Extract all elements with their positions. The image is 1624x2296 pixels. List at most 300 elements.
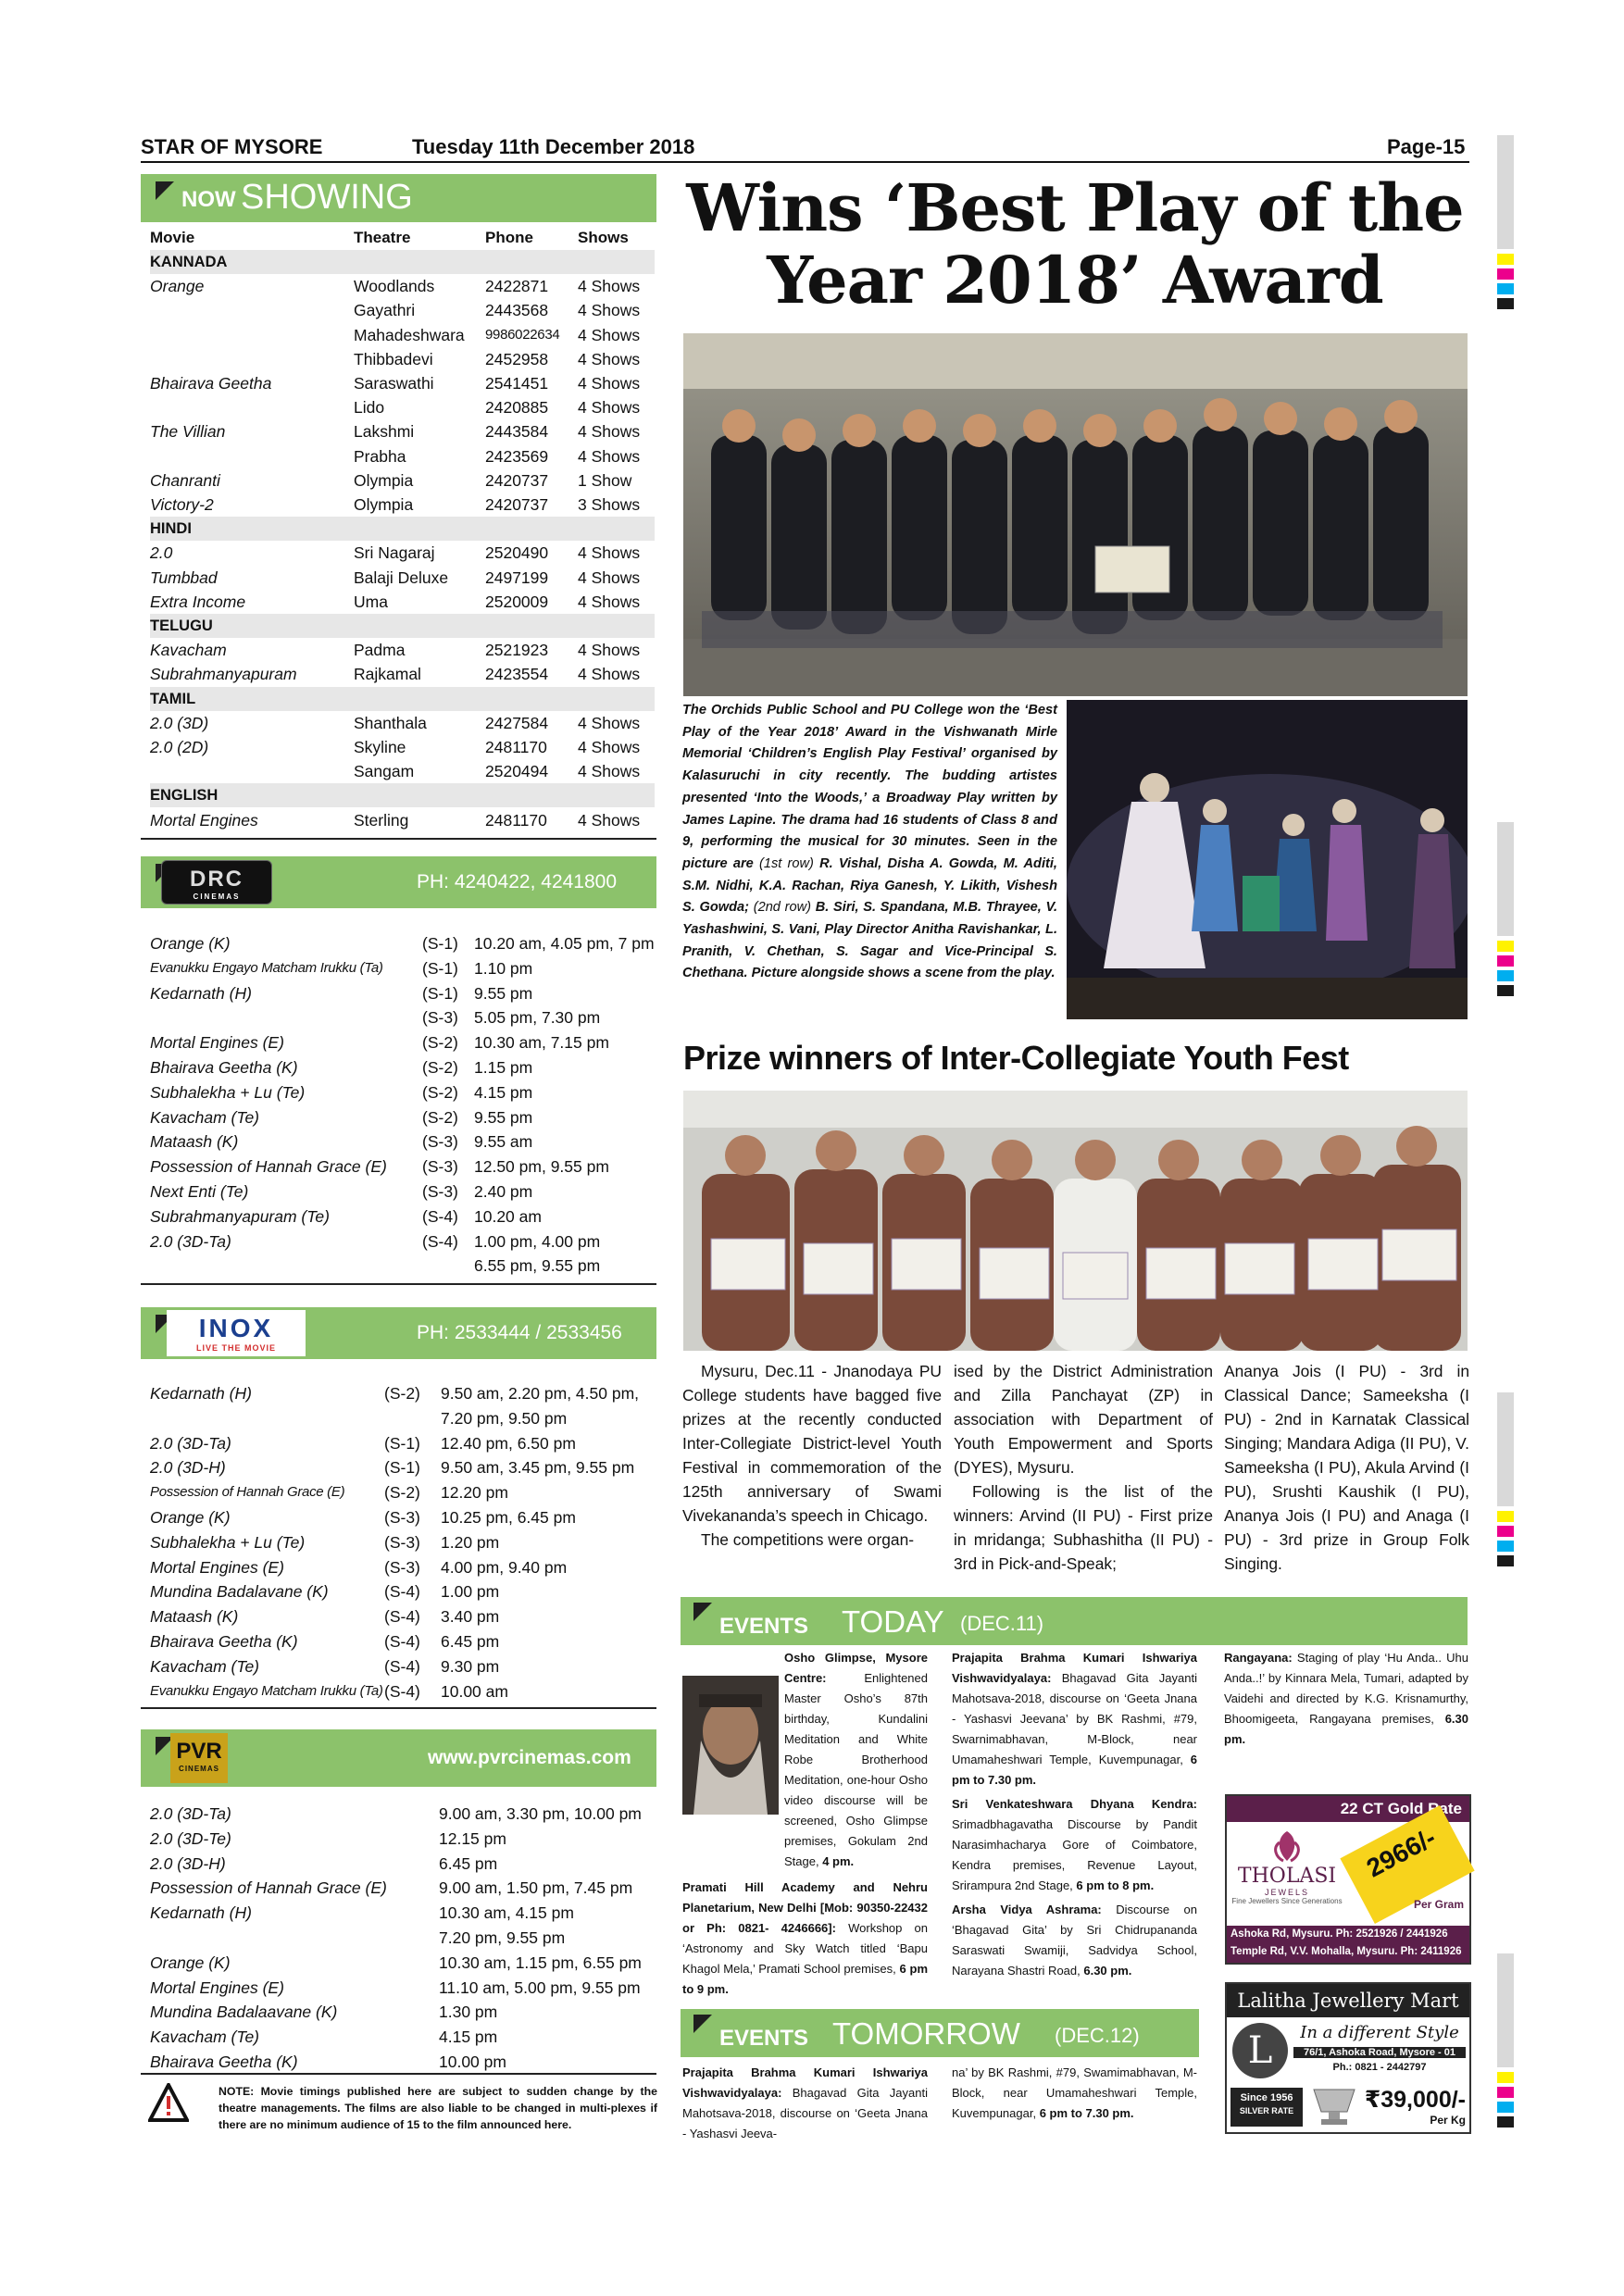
caption-part: B. Siri, S. Spandana, M.B. Thrayee, V. Yashashwini, S. Vani, Play Director Anitha Ravishankar, L. Pranith, V. Chethan, S. Sagar and Vice-Principal S. Chethana. Picture alongside shows a scene from the play. (682, 900, 1058, 981)
cell-times: 9.00 am, 1.50 pm, 7.45 pm (439, 1878, 633, 1898)
cell-movie: 2.0 (3D-H) (150, 1458, 226, 1478)
cell-times: 7.20 pm, 9.50 pm (441, 1408, 568, 1428)
cell-theatre: Sri Nagaraj (354, 543, 435, 563)
cell-screen: (S-4) (384, 1632, 420, 1651)
cell-movie: Kedarnath (H) (150, 1903, 252, 1923)
event-osho-title: Osho Glimpse, Mysore Centre: (784, 1651, 928, 1685)
story2-col1-para1: Mysuru, Dec.11 - Jnanodaya PU College students have bagged five prizes at the recently conducted Inter-Collegiate District-level Youth Festival in commemoration of the 125th anniversary of Swami Vivekananda’s speech in Chicago. (682, 1362, 942, 1525)
cell-shows: 4 Shows (578, 398, 641, 418)
events-today-date: (DEC.11) (960, 1612, 1044, 1635)
showtime-row (150, 1055, 655, 1079)
now-showing-prefix: NOW (181, 187, 236, 212)
cell-times: 1.00 pm, 4.00 pm (474, 1231, 601, 1251)
showtime-row (150, 1604, 655, 1628)
cell-movie: Next Enti (Te) (150, 1182, 249, 1201)
cell-movie: Subhalekha + Lu (Te) (150, 1082, 306, 1102)
story2-col1-para2: The competitions were organ- (701, 1530, 915, 1549)
cell-screen: (S-4) (384, 1582, 420, 1602)
cell-movie: Orange (K) (150, 1953, 231, 1972)
award-group-photo (683, 333, 1468, 696)
cell-screen: (S-3) (422, 1008, 458, 1028)
lalitha-silver-label: SILVER RATE (1239, 2106, 1294, 2115)
event-brahma-title: Prajapita Brahma Kumari Ishwariya Vishwavidyalaya: (952, 1651, 1197, 1685)
cell-times: 1.10 pm (474, 958, 533, 978)
tholasi-address (1227, 1926, 1469, 1963)
events-today-col1 (682, 1648, 928, 2000)
cell-times: 1.15 pm (474, 1058, 533, 1077)
cell-theatre: Woodlands (354, 277, 435, 296)
drc-logo (161, 860, 272, 905)
showtime-row (150, 1530, 655, 1554)
cell-movie: Kavacham (Te) (150, 2028, 260, 2047)
events-tomorrow-header (681, 2009, 1199, 2057)
movie-listing-row (150, 298, 655, 322)
registration-bar (1497, 135, 1514, 249)
cell-movie: 2.0 (3D-Ta) (150, 1231, 231, 1251)
cell-movie: 2.0 (3D-Ta) (150, 1804, 231, 1823)
cell-movie: Kavacham (Te) (150, 1656, 260, 1676)
event-brahma-time: 6 pm to 7.30 pm. (952, 1753, 1197, 1787)
lalitha-tagline: In a different Style (1300, 2023, 1459, 2042)
showtime-row (150, 2025, 655, 2049)
timings-note: NOTE: Movie timings published here are subject to sudden change by the theatre managements. The films are also liable to be changed in multi-plexes if there are no minimum audience of 15 to the film announced here. (219, 2085, 657, 2131)
cell-times: 10.00 pm (439, 2053, 506, 2071)
cell-times: 3.40 pm (441, 1607, 500, 1627)
cell-shows: 3 Shows (578, 495, 641, 514)
cell-theatre: Rajkamal (354, 665, 421, 684)
showtime-row (150, 931, 655, 955)
cell-phone: 2423554 (485, 665, 549, 684)
black-swatch (1497, 298, 1514, 309)
cell-screen: (S-1) (422, 983, 458, 1003)
cell-screen: (S-1) (422, 934, 458, 953)
corner-marker-icon (156, 181, 174, 200)
cell-phone: 2427584 (485, 713, 549, 732)
showtime-row (150, 956, 655, 980)
cell-movie: Possession of Hannah Grace (E) (150, 1157, 387, 1177)
showtime-row (150, 1129, 655, 1154)
cell-movie: Victory-2 (150, 495, 214, 514)
warning-icon (148, 2083, 189, 2124)
cell-phone: 2422871 (485, 277, 549, 296)
cyan-swatch (1497, 970, 1514, 981)
event-tomorrow-brahma-title: Prajapita Brahma Kumari Ishwariya Vishwavidyalaya: (682, 2065, 928, 2100)
cell-shows: 4 Shows (578, 762, 641, 781)
movie-listing-row (150, 735, 655, 759)
peacock-logo-icon (1268, 1828, 1305, 1865)
cyan-swatch (1497, 2102, 1514, 2113)
event-rangayana-title: Rangayana: (1224, 1651, 1293, 1665)
cell-theatre: Mahadeshwara (354, 325, 465, 344)
tholasi-brand-block (1227, 1822, 1347, 1931)
showtime-row (150, 1876, 655, 1900)
cell-screen: (S-3) (422, 1157, 458, 1177)
section-rule (141, 2073, 656, 2075)
tholasi-address-1: Ashoka Rd, Mysuru. Ph: 2521926 / 2441926 (1230, 1928, 1448, 1940)
cell-movie: Mundina Badalavane (K) (150, 1582, 329, 1602)
yellow-swatch (1497, 1511, 1514, 1522)
showtime-row (150, 1579, 655, 1603)
event-venkateshwara-title: Sri Venkateshwara Dhyana Kendra: (952, 1797, 1197, 1811)
cell-movie: Mortal Engines (150, 810, 258, 830)
showtime-row (150, 1629, 655, 1653)
cell-movie: ENGLISH (150, 787, 219, 805)
story1-headline-line2: Year 2018’ Award (767, 242, 1383, 318)
event-tomorrow-brahma-time: 6 pm to 7.30 pm. (1039, 2106, 1134, 2120)
cell-phone: 2420885 (485, 398, 549, 418)
cell-times: 1.30 pm (439, 2003, 498, 2022)
now-showing-column-headers (150, 226, 655, 250)
cell-shows: 4 Shows (578, 568, 641, 587)
cyan-swatch (1497, 283, 1514, 294)
story2-col1 (682, 1359, 942, 1552)
cell-movie: Kedarnath (H) (150, 983, 252, 1003)
tholasi-address-2: Temple Rd, V.V. Mohalla, Mysuru. Ph: 2411926 (1230, 1946, 1462, 1957)
cell-screen: (S-3) (422, 1132, 458, 1152)
cell-shows: 4 Shows (578, 301, 641, 320)
language-heading-row (150, 250, 655, 274)
cell-times: 9.55 pm (474, 983, 533, 1003)
showtime-row (150, 1254, 655, 1278)
cell-movie: 2.0 (150, 543, 173, 563)
cell-movie: Subrahmanyapuram (Te) (150, 1206, 330, 1226)
movie-listing-row (150, 590, 655, 614)
event-osho-time: 4 pm. (822, 1854, 855, 1868)
cell-phone: 2452958 (485, 349, 549, 368)
cell-movie: Tumbbad (150, 568, 218, 587)
cell-shows: 4 Shows (578, 713, 641, 732)
cell-movie: Kavacham (150, 641, 227, 660)
events-tomorrow-label: EVENTS (719, 2026, 809, 2051)
events-today-header (681, 1597, 1468, 1645)
cell-theatre: Gayathri (354, 301, 416, 320)
showtime-row (150, 981, 655, 1005)
cell-times: 6.55 pm, 9.55 pm (474, 1256, 601, 1276)
showtime-row (150, 1555, 655, 1579)
showtime-row (150, 1105, 655, 1129)
cell-times: 12.50 pm, 9.55 pm (474, 1157, 609, 1177)
cell-movie: Subhalekha + Lu (Te) (150, 1532, 306, 1552)
registration-bar (1497, 822, 1514, 936)
cell-screen: (S-1) (422, 958, 458, 978)
events-tomorrow-date: (DEC.12) (1055, 2024, 1140, 2047)
cell-phone: 2520009 (485, 592, 549, 611)
black-swatch (1497, 2116, 1514, 2128)
language-heading-row (150, 687, 655, 711)
cell-screen: (S-4) (422, 1231, 458, 1251)
cell-phone: 2481170 (485, 738, 547, 756)
cell-movie: Mortal Engines (E) (150, 1978, 284, 1997)
tholasi-price: 2966/- (1361, 1822, 1441, 1883)
pvr-header (141, 1729, 656, 1787)
showtime-row (150, 1654, 655, 1678)
play-scene-photo (1067, 700, 1468, 1019)
drc-logo-sub: CINEMAS (193, 892, 241, 901)
tholasi-brand: THOLASI (1237, 1865, 1337, 1888)
cell-shows: 4 Shows (578, 277, 641, 296)
cell-times: 10.20 am (474, 1206, 542, 1226)
story2-col2 (954, 1359, 1213, 1576)
cell-movie: 2.0 (3D-Ta) (150, 1433, 231, 1453)
cell-theatre: Uma (354, 592, 388, 611)
story2-col3: Ananya Jois (I PU) - 3rd in Classical Dance; Sameeksha (I PU) - 2nd in Karnatak Classical Singing; Mandara Adiga (II PU), V. Sameeksha (I PU), Akula Arvind (I PU), Srushti Kaushik (I PU), Ananya Jois (I PU) and Anaga (I PU) - 3rd prize in Group Folk Singing. (1224, 1362, 1469, 1573)
movie-listing-row (150, 638, 655, 662)
cell-theatre: Olympia (354, 495, 414, 514)
cell-movie: Bhairava Geetha (K) (150, 2053, 298, 2071)
caption-part: The Orchids Public School and PU College won the ‘Best Play of the Year 2018’ Award in the Vishwanath Mirle Memorial ‘Children’s English Play Festival’ organised by Kalasuruchi in city recently. The budding artistes presented ‘Into the Woods,’ a Broadway Play written by James Lapine. The drama had 16 students of Class 8 and 9, performing the musical for 30 minutes. Seen in the picture are (682, 703, 1057, 871)
movie-listing-row (150, 419, 655, 443)
cell-shows: 4 Shows (578, 325, 641, 344)
showtime-row (150, 1381, 655, 1405)
cell-times: 10.25 pm, 6.45 pm (441, 1508, 576, 1527)
showtime-row (150, 1154, 655, 1179)
showtime-row (150, 1926, 655, 1950)
cell-movie: Bhairava Geetha (K) (150, 1632, 298, 1651)
cell-movie: 2.0 (3D-Te) (150, 1828, 231, 1848)
showtime-row (150, 1480, 655, 1504)
cell-movie: TAMIL (150, 690, 196, 707)
cell-movie: Possession of Hannah Grace (E) (150, 1878, 387, 1898)
cell-movie: Mataash (K) (150, 1132, 239, 1152)
events-tomorrow-col2 (952, 2063, 1197, 2124)
cell-times: 4.15 pm (439, 2028, 498, 2047)
cell-times: 9.55 am (474, 1132, 533, 1152)
cell-movie: Chanranti (150, 470, 220, 490)
lalitha-phone: Ph.: 0821 - 2442797 (1332, 2062, 1427, 2073)
drc-logo-text: DRC (190, 867, 244, 892)
cell-phone: 2443584 (485, 422, 549, 442)
section-rule (141, 1707, 656, 1709)
showtime-row (150, 1679, 655, 1703)
cell-shows: 4 Shows (578, 349, 641, 368)
cell-theatre: Padma (354, 641, 406, 660)
cell-screen: (S-3) (384, 1508, 420, 1527)
cell-times: 7.20 pm, 9.55 pm (439, 1928, 566, 1947)
cell-phone: 2497199 (485, 568, 549, 587)
showtime-row (150, 1431, 655, 1455)
cell-movie: The Villian (150, 422, 226, 442)
cell-phone: 2520490 (485, 543, 549, 563)
showtime-row (150, 1030, 655, 1054)
cell-phone: 2443568 (485, 301, 549, 320)
cell-shows: 1 Show (578, 470, 632, 490)
inox-logo-text: INOX (198, 1314, 274, 1342)
drc-phone: PH: 4240422, 4241800 (417, 871, 618, 892)
inox-phone: PH: 2533444 / 2533456 (417, 1322, 622, 1343)
pvr-logo-sub: CINEMAS (179, 1765, 219, 1773)
cell-times: 12.15 pm (439, 1828, 506, 1848)
cell-theatre: Lakshmi (354, 422, 415, 442)
event-venkateshwara-time: 6 pm to 8 pm. (1076, 1878, 1155, 1892)
magenta-swatch (1497, 2087, 1514, 2098)
cell-shows: 4 Shows (578, 810, 641, 830)
cell-screen: (S-2) (422, 1107, 458, 1127)
cell-movie: Subrahmanyapuram (150, 665, 297, 684)
cell-screen: (S-4) (384, 1607, 420, 1627)
story1-headline-line1: Wins ‘Best Play of the (686, 169, 1464, 246)
caption-part: R. Vishal, Disha A. Gowda, M. Aditi, S.M. Nidhi, K.A. Rachan, Riya Ganesh, Y. Likith, Vishesh S. Gowda; (682, 855, 1057, 916)
cell-phone: 9986022634 (485, 326, 560, 343)
cell-movie: Kavacham (Te) (150, 1107, 260, 1127)
event-tomorrow-brahma-cont: na’ by BK Rashmi, #79, Swamimabhavan, M-Block, near Umamaheshwari Temple, Kuvempunagar, (952, 2065, 1197, 2120)
cell-times: 9.50 am, 3.45 pm, 9.55 pm (441, 1458, 635, 1478)
showtime-row (150, 1802, 655, 1826)
events-today-label: EVENTS (719, 1614, 809, 1639)
cell-movie: 2.0 (3D-H) (150, 1853, 226, 1873)
cell-movie: Bhairava Geetha (150, 374, 272, 393)
lalitha-monogram-icon: L (1232, 2023, 1288, 2078)
cell-movie: KANNADA (150, 254, 228, 270)
caption-row-label: (1st row) (758, 855, 814, 871)
inox-header (141, 1307, 656, 1359)
cell-theatre: Skyline (354, 738, 406, 756)
cell-screen: (S-2) (422, 1033, 458, 1053)
cell-screen: (S-1) (384, 1458, 420, 1478)
cell-movie: Orange (K) (150, 1508, 231, 1527)
cell-theatre: Thibbadevi (354, 349, 433, 368)
cell-movie: Possession of Hannah Grace (E) (150, 1484, 345, 1501)
cell-movie: TELUGU (150, 618, 213, 634)
col-movie: Movie (150, 229, 195, 246)
movie-listing-row (150, 711, 655, 735)
lalitha-address: 76/1, Ashoka Road, Mysore - 01 (1293, 2047, 1466, 2058)
cell-theatre: Sangam (354, 762, 415, 781)
cell-phone: 2420737 (485, 470, 549, 490)
silver-cup-icon (1306, 2084, 1362, 2127)
tholasi-brand-sub: JEWELS (1264, 1888, 1309, 1897)
cell-movie: 2.0 (3D) (150, 713, 209, 732)
showtime-row (150, 2050, 655, 2074)
cell-times: 2.40 pm (474, 1182, 533, 1201)
inox-logo-sub: LIVE THE MOVIE (195, 1343, 276, 1353)
cell-times: 10.30 am, 1.15 pm, 6.55 pm (439, 1953, 642, 1972)
cell-times: 9.50 am, 2.20 pm, 4.50 pm, (441, 1384, 640, 1403)
magenta-swatch (1497, 955, 1514, 967)
issue-date: Tuesday 11th December 2018 (412, 135, 695, 158)
corner-marker-icon (693, 1603, 712, 1621)
inox-logo (167, 1310, 306, 1356)
cell-movie: Mortal Engines (E) (150, 1557, 284, 1577)
lalitha-since: Since 1956 (1240, 2092, 1293, 2103)
paper-name: STAR OF MYSORE (141, 135, 323, 158)
showtime-row (150, 1455, 655, 1479)
language-heading-row (150, 614, 655, 638)
movie-listing-row (150, 274, 655, 298)
cell-shows: 4 Shows (578, 641, 641, 660)
event-venkateshwara-body: Srimadbhagavatha Discourse by Pandit Narasimhacharya Gore of Coimbatore, Kendra premises, Revenue Layout, Srirampura 2nd Stage, (952, 1817, 1197, 1892)
cell-times: 1.20 pm (441, 1532, 500, 1552)
showtime-row (150, 1005, 655, 1029)
magenta-swatch (1497, 268, 1514, 280)
cell-phone: 2481170 (485, 810, 547, 830)
cell-times: 9.55 pm (474, 1107, 533, 1127)
movie-listing-row (150, 759, 655, 783)
showtime-row (150, 1406, 655, 1430)
cell-screen: (S-2) (422, 1058, 458, 1077)
events-today-word: TODAY (842, 1604, 944, 1639)
cell-theatre: Prabha (354, 446, 406, 466)
movie-listing-row (150, 468, 655, 493)
cell-times: 5.05 pm, 7.30 pm (474, 1008, 601, 1028)
event-tomorrow-brahma-body: Bhagavad Gita Jayanti Mahotsava-2018, discourse on ‘Geeta Jnana - Yashasvi Jeeva- (682, 2086, 928, 2140)
lalitha-ad[interactable] (1225, 1982, 1471, 2134)
movie-listing-row (150, 395, 655, 419)
black-swatch (1497, 1555, 1514, 1566)
caption-row-label: (2nd row) (753, 900, 812, 916)
pvr-website[interactable]: www.pvrcinemas.com (428, 1747, 631, 1768)
showtime-row (150, 1901, 655, 1925)
cell-theatre: Saraswathi (354, 374, 434, 393)
language-heading-row (150, 517, 655, 541)
event-rangayana-time: 6.30 pm. (1224, 1712, 1468, 1746)
drc-header (141, 856, 656, 908)
cell-times: 6.45 pm (439, 1853, 498, 1873)
cell-times: 1.00 pm (441, 1582, 500, 1602)
cell-theatre: Balaji Deluxe (354, 568, 449, 587)
cell-times: 10.30 am, 4.15 pm (439, 1903, 574, 1923)
cell-times: 4.00 pm, 9.40 pm (441, 1557, 568, 1577)
event-arsha-body: Discourse on ‘Bhagavad Gita’ by Sri Chidrupananda Saraswati Swamiji, Sadvidya School, Narayana Shastri Road, (952, 1903, 1197, 1978)
cell-shows: 4 Shows (578, 665, 641, 684)
lalitha-brand: Lalitha Jewellery Mart (1227, 1984, 1469, 2017)
tholasi-headline: 22 CT Gold Rate (1227, 1796, 1469, 1822)
language-heading-row (150, 783, 655, 807)
cell-movie: Orange (150, 277, 205, 296)
event-rangayana-body: Staging of play ‘Hu Anda.. Uhu Anda..!’ by Kinnara Mela, Tumari, adapted by Vaidehi and directed by K.G. Krisnamurthy, Bhoomigeeta, Rangayana premises, (1224, 1651, 1468, 1726)
cell-times: 12.40 pm, 6.50 pm (441, 1433, 576, 1453)
story2-headline: Prize winners of Inter-Collegiate Youth Fest (683, 1039, 1349, 1077)
showtime-row (150, 1080, 655, 1104)
movie-listing-row (150, 541, 655, 565)
cell-times: 12.20 pm (441, 1483, 508, 1503)
story1-caption (682, 700, 1057, 985)
cell-phone: 2423569 (485, 446, 549, 466)
cell-screen: (S-4) (384, 1681, 420, 1701)
col-phone: Phone (485, 229, 533, 246)
event-arsha-time: 6.30 pm. (1083, 1964, 1132, 1978)
cell-times: 9.30 pm (441, 1656, 500, 1676)
pvr-logo (170, 1733, 228, 1783)
cell-times: 9.00 am, 3.30 pm, 10.00 pm (439, 1804, 642, 1823)
cell-phone: 2521923 (485, 641, 549, 660)
cell-theatre: Sterling (354, 810, 409, 830)
event-pramati-title: Pramati Hill Academy and Nehru Planetarium, New Delhi [Mob: 90350-22432 or Ph: 0821- 4246666]: (682, 1880, 928, 1935)
tholasi-ad[interactable] (1225, 1794, 1471, 1965)
corner-marker-icon (693, 2015, 712, 2033)
movie-listing-row (150, 371, 655, 395)
lalitha-per: Per Kg (1430, 2114, 1466, 2127)
showtime-row (150, 1951, 655, 1975)
cell-theatre: Lido (354, 398, 385, 418)
cell-movie: Kedarnath (H) (150, 1384, 252, 1403)
showtime-row (150, 1179, 655, 1204)
cell-theatre: Shanthala (354, 713, 427, 732)
yellow-swatch (1497, 254, 1514, 265)
pvr-logo-text: PVR (176, 1739, 222, 1764)
showtime-row (150, 1852, 655, 1876)
movie-listing-row (150, 323, 655, 347)
cell-times: 10.20 am, 4.05 pm, 7 pm (474, 934, 655, 953)
cell-shows: 4 Shows (578, 738, 641, 756)
cell-shows: 4 Shows (578, 374, 641, 393)
cell-movie: Extra Income (150, 592, 246, 611)
cell-screen: (S-4) (384, 1656, 420, 1676)
masthead-rule (141, 161, 1469, 163)
story2-col2-para1: ised by the District Administration and Zilla Panchayat (ZP) in association with Department of Youth Empowerment and Sports (DYES), Mysuru. (954, 1362, 1213, 1477)
black-swatch (1497, 985, 1514, 996)
cell-shows: 4 Shows (578, 422, 641, 442)
cell-movie: Mataash (K) (150, 1607, 239, 1627)
